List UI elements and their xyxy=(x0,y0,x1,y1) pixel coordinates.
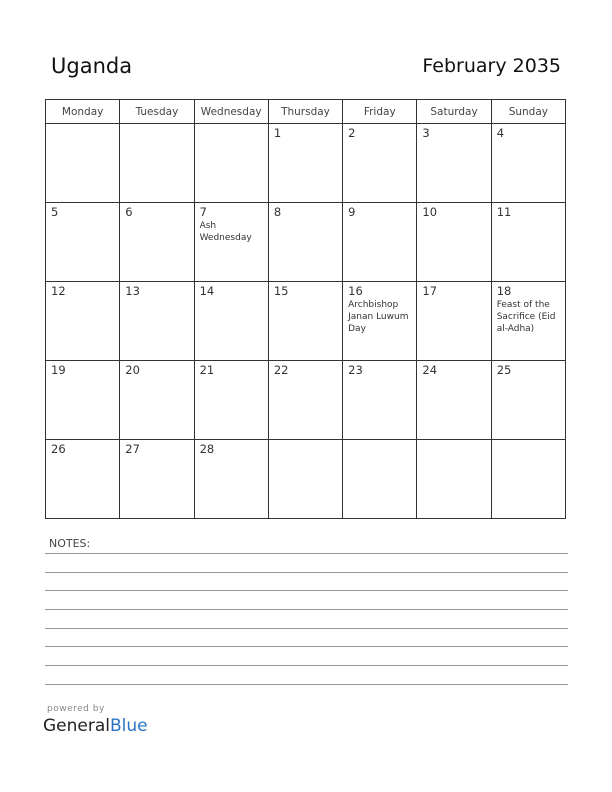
day-number: 15 xyxy=(273,284,289,298)
day-number: 11 xyxy=(496,205,512,219)
day-cell xyxy=(120,203,194,282)
day-cell xyxy=(343,282,417,361)
brand-blue: Blue xyxy=(110,716,148,736)
day-cell xyxy=(417,282,491,361)
day-cell xyxy=(268,282,342,361)
day-number: 26 xyxy=(51,442,66,456)
weekday-header: Monday xyxy=(46,100,120,124)
note-line xyxy=(45,628,568,629)
day-number: 20 xyxy=(125,363,140,377)
day-cell xyxy=(343,440,417,519)
day-number: 3 xyxy=(422,126,430,140)
day-number: 25 xyxy=(496,363,512,377)
day-number: 21 xyxy=(199,363,215,377)
day-cell xyxy=(194,203,268,282)
day-number: 12 xyxy=(51,284,66,298)
day-cell xyxy=(46,361,120,440)
day-cell xyxy=(417,203,491,282)
week-row xyxy=(46,361,566,440)
week-row xyxy=(46,282,566,361)
day-cell xyxy=(417,440,491,519)
note-line xyxy=(45,684,568,685)
day-number: 2 xyxy=(348,126,356,140)
day-number: 16 xyxy=(348,284,363,298)
country-title: Uganda xyxy=(51,54,133,78)
day-number: 8 xyxy=(273,205,282,219)
brand-logo xyxy=(43,716,148,736)
holiday-label: Archbishop Janan Luwum Day xyxy=(348,300,409,334)
weekday-header: Friday xyxy=(343,100,417,124)
day-cell xyxy=(491,440,565,519)
note-line xyxy=(45,572,568,573)
weekday-header: Tuesday xyxy=(120,100,194,124)
day-cell xyxy=(120,440,194,519)
note-line xyxy=(45,590,568,591)
day-cell xyxy=(194,282,268,361)
day-cell xyxy=(417,124,491,203)
powered-by-text: powered by xyxy=(47,704,105,714)
week-row xyxy=(46,203,566,282)
day-cell xyxy=(491,282,565,361)
note-line xyxy=(45,646,568,647)
day-cell xyxy=(343,361,417,440)
day-cell xyxy=(194,440,268,519)
day-number: 24 xyxy=(422,363,438,377)
day-cell xyxy=(268,361,342,440)
day-number: 27 xyxy=(125,442,140,456)
day-number: 13 xyxy=(125,284,140,298)
weekday-header: Thursday xyxy=(268,100,342,124)
note-line xyxy=(45,609,568,610)
notes-label: NOTES: xyxy=(49,537,91,550)
weekday-header-row xyxy=(46,100,566,124)
weekday-header: Sunday xyxy=(491,100,565,124)
day-number: 23 xyxy=(348,363,363,377)
day-cell xyxy=(46,282,120,361)
day-cell xyxy=(491,361,565,440)
day-cell xyxy=(343,203,417,282)
calendar-grid xyxy=(45,99,566,519)
day-cell xyxy=(120,124,194,203)
day-cell xyxy=(343,124,417,203)
day-cell xyxy=(417,361,491,440)
holiday-label: Ash Wednesday xyxy=(199,221,252,243)
day-cell xyxy=(46,124,120,203)
day-number: 6 xyxy=(125,205,133,219)
day-number: 18 xyxy=(496,284,512,298)
day-number: 9 xyxy=(348,205,356,219)
day-cell xyxy=(268,203,342,282)
week-row xyxy=(46,124,566,203)
day-number: 22 xyxy=(273,363,289,377)
day-number: 10 xyxy=(422,205,438,219)
day-number: 14 xyxy=(199,284,215,298)
day-number: 17 xyxy=(422,284,438,298)
day-number: 19 xyxy=(51,363,66,377)
weekday-header: Wednesday xyxy=(194,100,268,124)
day-number: 28 xyxy=(199,442,215,456)
day-number: 5 xyxy=(51,205,59,219)
month-year-title: February 2035 xyxy=(422,55,561,77)
day-cell xyxy=(120,282,194,361)
day-cell xyxy=(194,361,268,440)
day-cell xyxy=(46,203,120,282)
brand-general: General xyxy=(43,716,110,736)
week-row xyxy=(46,440,566,519)
day-cell xyxy=(120,361,194,440)
day-cell xyxy=(491,203,565,282)
day-number: 4 xyxy=(496,126,505,140)
day-number: 1 xyxy=(273,126,282,140)
note-line xyxy=(45,553,568,554)
weekday-header: Saturday xyxy=(417,100,491,124)
day-cell xyxy=(491,124,565,203)
note-line xyxy=(45,665,568,666)
holiday-label: Feast of the Sacrifice (Eid al-Adha) xyxy=(496,300,556,334)
day-number: 7 xyxy=(199,205,207,219)
day-cell xyxy=(46,440,120,519)
day-cell xyxy=(194,124,268,203)
day-cell xyxy=(268,440,342,519)
day-cell xyxy=(268,124,342,203)
